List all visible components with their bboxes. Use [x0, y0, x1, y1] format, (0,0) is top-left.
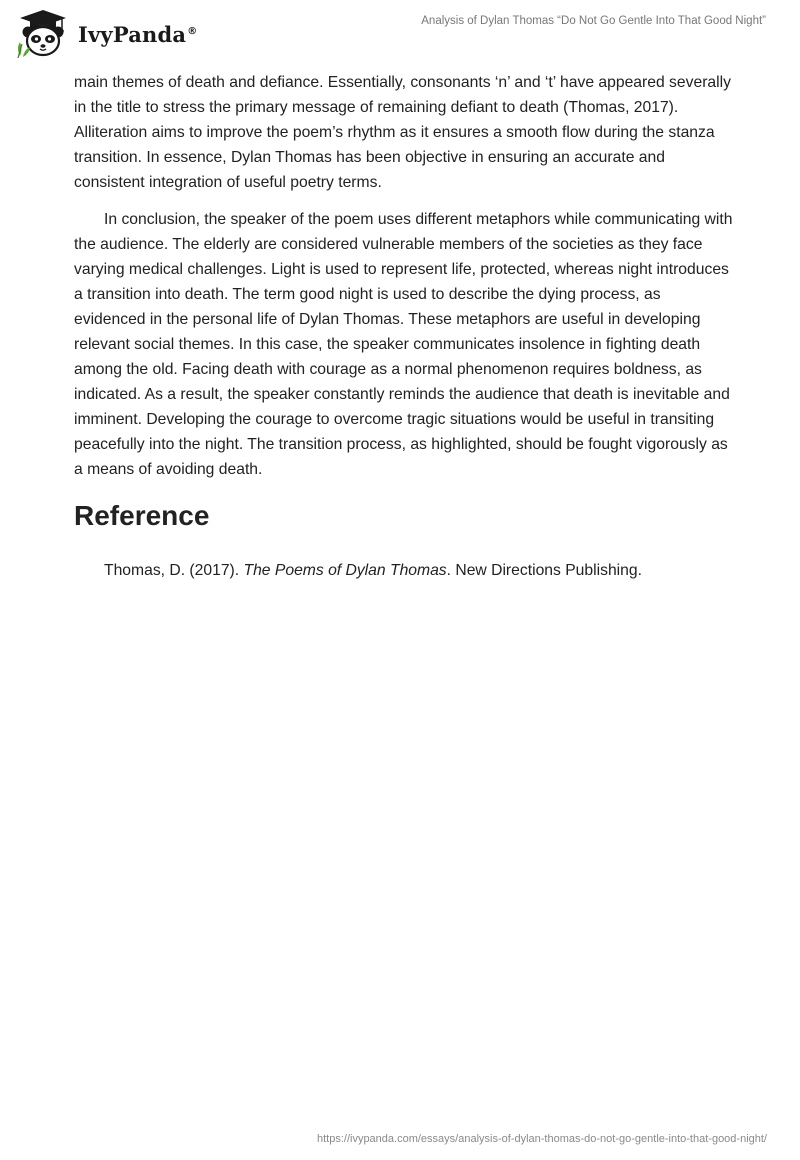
paragraph-conclusion: In conclusion, the speaker of the poem uses different metaphors while communicating with the audience. The elderly are considered vulnerable members of the societies as they face varying medical challenges. Light is used to represent life, protected, whereas night introduces a transition into death. The term good night is used to describe the dying process, as evidenced in the personal life of Dylan Thomas. These metaphors are useful in developing relevant social themes. In this case, the speaker communicates insolence in fighting death among the old. Facing death with courage as a normal phenomenon requires boldness, as indicated. As a result, the speaker constantly reminds the audience that death is inevitable and imminent. Developing the courage to overcome tragic situations would be useful in transiting peacefully into the night. The transition process, as highlighted, should be fought vigorously as a means of avoiding death.	[74, 211, 733, 478]
reference-publisher: . New Directions Publishing.	[446, 562, 642, 579]
paragraph-alliteration: main themes of death and defiance. Essentially, consonants ‘n’ and ‘t’ have appeared severally in the title to stress the primary message of remaining defiant to death (Thomas, 2017). Alliteration aims to improve the poem’s rhythm as it ensures a smooth flow during the stanza transition. In essence, Dylan Thomas has been objective in ensuring an accurate and consistent integration of useful poetry terms.	[74, 74, 731, 191]
ivypanda-logo[interactable]	[14, 8, 197, 58]
registered-mark: ®	[187, 25, 198, 37]
document-title: Analysis of Dylan Thomas “Do Not Go Gentle Into That Good Night”	[421, 15, 766, 27]
article-body	[74, 70, 734, 583]
page-header	[0, 0, 800, 70]
panda-mascot-icon	[14, 8, 72, 58]
brand-name: IvyPanda®	[78, 21, 198, 47]
reference-author-year: Thomas, D. (2017).	[104, 562, 244, 579]
reference-heading: Reference	[74, 500, 210, 531]
reference-entry	[74, 558, 734, 583]
reference-book-title: The Poems of Dylan Thomas	[243, 562, 447, 579]
footer-source-link[interactable]: https://ivypanda.com/essays/analysis-of-dylan-thomas-do-not-go-gentle-into-that-good-night/	[316, 1133, 767, 1145]
